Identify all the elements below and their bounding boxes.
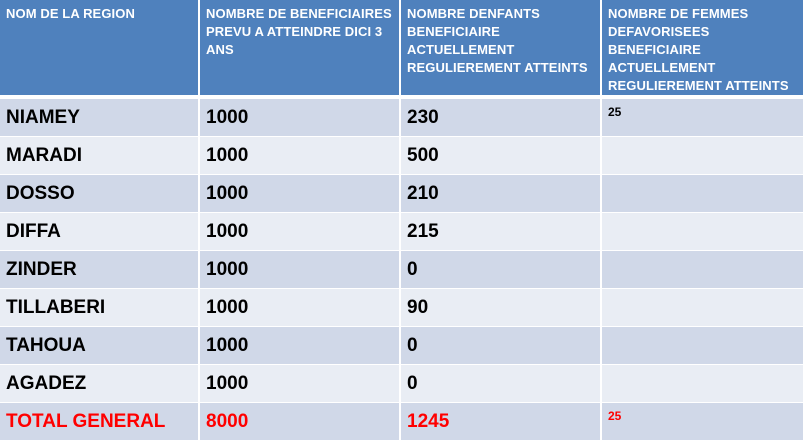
- cell-region: DOSSO: [0, 175, 200, 213]
- cell-children: 230: [401, 99, 602, 137]
- header-row: [0, 0, 803, 99]
- table-row: [0, 213, 803, 251]
- cell-region: TILLABERI: [0, 289, 200, 327]
- cell-children: 90: [401, 289, 602, 327]
- cell-region: NIAMEY: [0, 99, 200, 137]
- cell-region: ZINDER: [0, 251, 200, 289]
- cell-women: [602, 175, 803, 213]
- cell-women: [602, 251, 803, 289]
- cell-women: [602, 213, 803, 251]
- cell-children: 0: [401, 365, 602, 403]
- cell-region: DIFFA: [0, 213, 200, 251]
- cell-children: 0: [401, 251, 602, 289]
- cell-planned: 1000: [200, 251, 401, 289]
- cell-women: [602, 365, 803, 403]
- cell-women: 25: [602, 99, 803, 137]
- cell-region: MARADI: [0, 137, 200, 175]
- total-row: [0, 403, 803, 441]
- header-region: NOM DE LA REGION: [0, 0, 200, 99]
- total-children: 1245: [401, 403, 602, 441]
- table-row: [0, 327, 803, 365]
- cell-region: AGADEZ: [0, 365, 200, 403]
- cell-planned: 1000: [200, 137, 401, 175]
- cell-women: [602, 327, 803, 365]
- table-header: [0, 0, 803, 99]
- total-label: TOTAL GENERAL: [0, 403, 200, 441]
- cell-children: 0: [401, 327, 602, 365]
- cell-children: 215: [401, 213, 602, 251]
- cell-planned: 1000: [200, 213, 401, 251]
- cell-planned: 1000: [200, 365, 401, 403]
- cell-children: 500: [401, 137, 602, 175]
- cell-women: [602, 137, 803, 175]
- cell-region: TAHOUA: [0, 327, 200, 365]
- table-row: [0, 365, 803, 403]
- header-children-reached: NOMBRE DENFANTS BENEFICIAIRE ACTUELLEMENT REGULIEREMENT ATTEINTS: [401, 0, 602, 99]
- cell-planned: 1000: [200, 327, 401, 365]
- table-row: [0, 99, 803, 137]
- cell-planned: 1000: [200, 99, 401, 137]
- cell-children: 210: [401, 175, 602, 213]
- table-body: [0, 99, 803, 441]
- cell-planned: 1000: [200, 289, 401, 327]
- table-row: [0, 175, 803, 213]
- header-women-reached: NOMBRE DE FEMMES DEFAVORISEES BENEFICIAIRE ACTUELLEMENT REGULIEREMENT ATTEINTS: [602, 0, 803, 99]
- table-row: [0, 137, 803, 175]
- cell-women: [602, 289, 803, 327]
- total-planned: 8000: [200, 403, 401, 441]
- table-row: [0, 251, 803, 289]
- header-planned-beneficiaries: NOMBRE DE BENEFICIAIRES PREVU A ATTEINDRE DICI 3 ANS: [200, 0, 401, 99]
- table-row: [0, 289, 803, 327]
- total-women: 25: [602, 403, 803, 441]
- cell-planned: 1000: [200, 175, 401, 213]
